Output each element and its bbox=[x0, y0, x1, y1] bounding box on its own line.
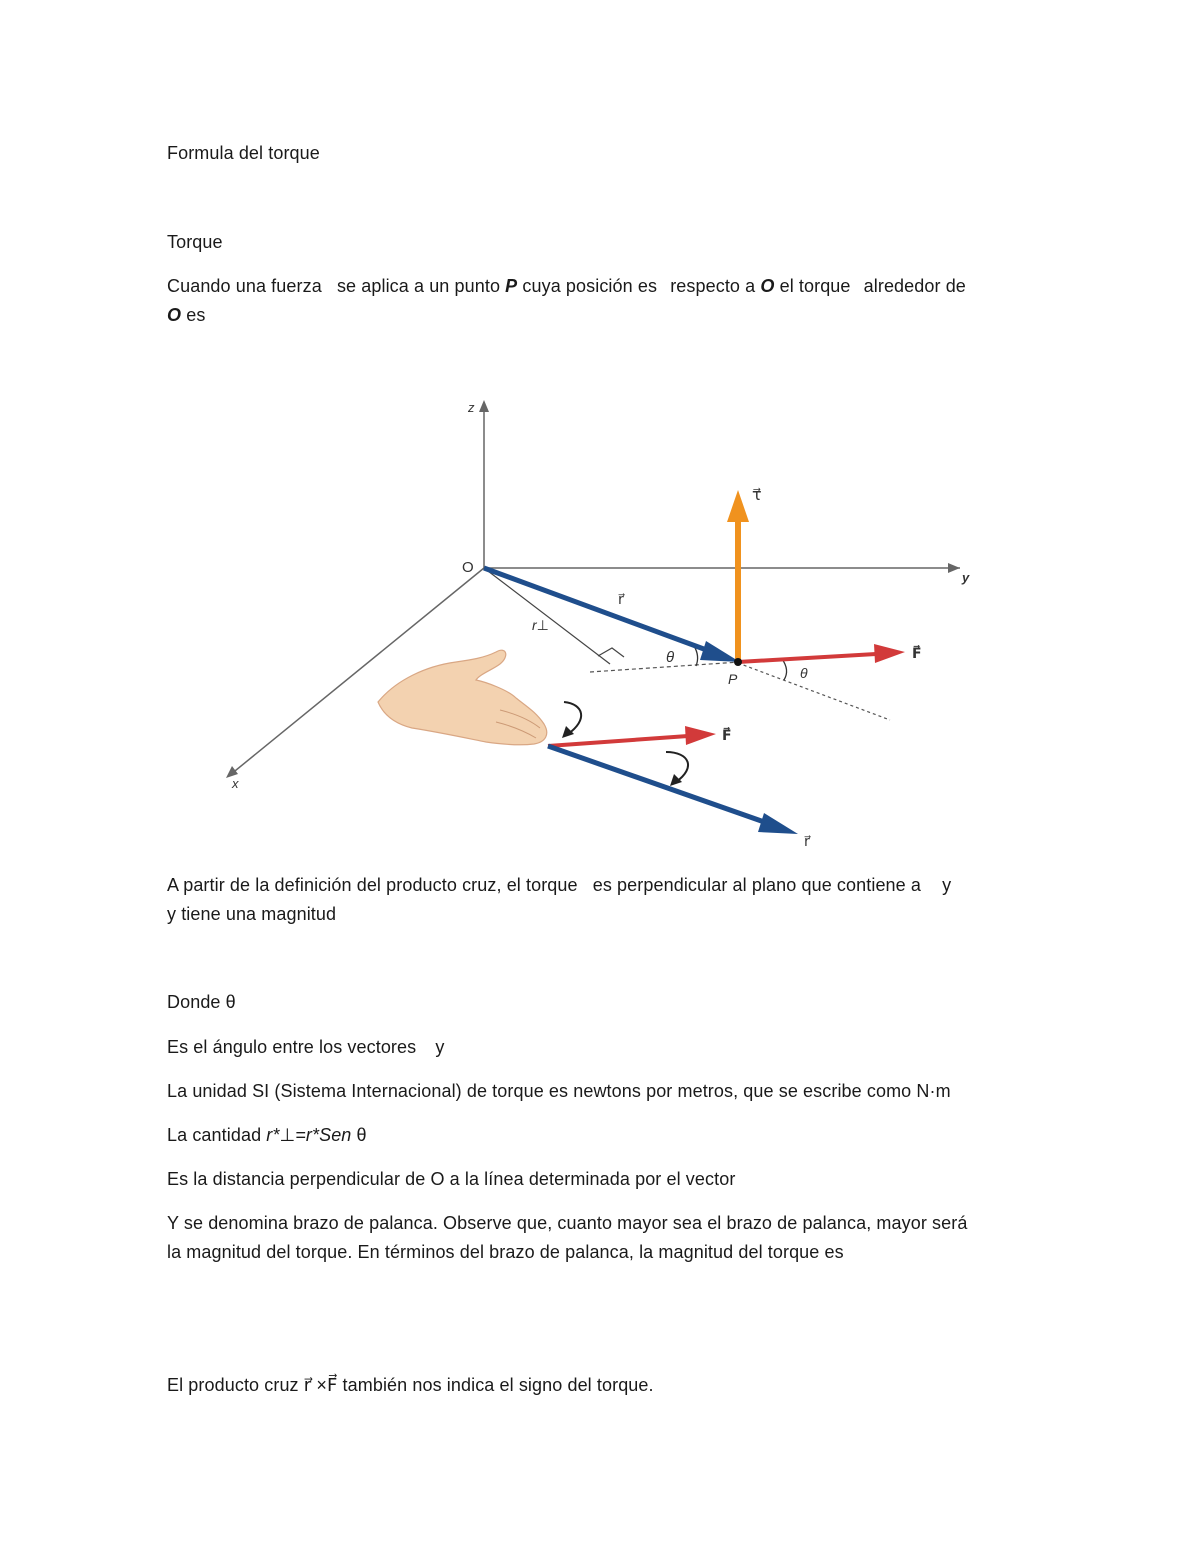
r-vector-lower bbox=[548, 746, 770, 824]
point-p: P bbox=[505, 276, 518, 296]
text-span: La cantidad bbox=[167, 1125, 262, 1145]
theta-label-2: θ bbox=[800, 665, 808, 681]
r-vector-arrowhead bbox=[700, 641, 740, 662]
doc-title: Formula del torque bbox=[167, 143, 320, 163]
text-span: el torque bbox=[779, 276, 851, 296]
formula-span: r*⊥=r*Sen bbox=[266, 1125, 352, 1145]
paragraph-1-line-2 bbox=[167, 304, 205, 326]
cantidad-line bbox=[167, 1124, 367, 1146]
brazo-line-1: Y se denomina brazo de palanca. Observe que, cuanto mayor sea el brazo de palanca, mayor será bbox=[167, 1213, 968, 1233]
theta-symbol: θ bbox=[356, 1125, 367, 1145]
z-axis-arrowhead bbox=[479, 400, 489, 412]
r-vector-lower-label: r⃗ bbox=[804, 833, 810, 849]
F-vector-label: F⃗ bbox=[912, 645, 922, 661]
r-vector bbox=[484, 568, 712, 652]
distancia-line: Es la distancia perpendicular de O a la línea determinada por el vector bbox=[167, 1169, 736, 1189]
unidad-line: La unidad SI (Sistema Internacional) de torque es newtons por metros, que se escribe como N·m bbox=[167, 1081, 951, 1101]
paragraph-1-line-1 bbox=[167, 275, 966, 297]
donde-line: Donde θ bbox=[167, 992, 236, 1012]
brazo-line-2: la magnitud del torque. En términos del brazo de palanca, la magnitud del torque es bbox=[167, 1242, 844, 1262]
paragraph-2-line-1 bbox=[167, 874, 951, 896]
text-span: A partir de la definición del producto cruz, el torque bbox=[167, 875, 578, 895]
tau-label: τ⃗ bbox=[752, 487, 762, 504]
origin-label: O bbox=[462, 559, 474, 576]
y-axis-label: y bbox=[962, 570, 970, 585]
text-span: es bbox=[186, 305, 206, 325]
text-span: se aplica a un punto bbox=[336, 276, 501, 296]
right-angle-marker bbox=[598, 648, 624, 657]
line-of-action bbox=[590, 662, 740, 672]
r-extension-dashed bbox=[738, 663, 890, 720]
theta-arc-2 bbox=[782, 659, 787, 680]
F-vector-lower-arrowhead bbox=[685, 726, 716, 745]
theta-label-1: θ bbox=[666, 649, 675, 666]
torque-figure bbox=[200, 390, 970, 860]
F-vector-lower bbox=[548, 736, 688, 746]
text-span: es perpendicular al plano que contiene a bbox=[592, 875, 921, 895]
z-axis-label: z bbox=[468, 400, 475, 415]
point-p-label: P bbox=[728, 671, 738, 687]
angulo-line bbox=[167, 1036, 444, 1058]
text-span: alrededor de bbox=[863, 276, 966, 296]
section-heading: Torque bbox=[167, 232, 223, 252]
r-perp-line bbox=[484, 568, 610, 664]
r-vector-label: r⃗ bbox=[618, 591, 624, 607]
point-p-dot bbox=[734, 658, 742, 666]
point-o: O bbox=[167, 305, 182, 325]
text-span: Cuando una fuerza bbox=[167, 276, 322, 296]
text-span: Es el ángulo entre los vectores bbox=[167, 1037, 417, 1057]
text-span: y bbox=[942, 875, 952, 895]
y-axis-arrowhead bbox=[948, 563, 960, 573]
r-perp-label: r⊥ bbox=[532, 617, 549, 633]
x-axis-label: x bbox=[232, 776, 239, 791]
text-span: cuya posición es bbox=[522, 276, 658, 296]
F-vector bbox=[738, 654, 876, 662]
tau-vector-arrowhead bbox=[727, 490, 749, 522]
point-o: O bbox=[760, 276, 775, 296]
r-vector-lower-arrowhead bbox=[758, 813, 798, 834]
F-vector-lower-label: F⃗ bbox=[722, 727, 732, 743]
text-span: respecto a bbox=[670, 276, 756, 296]
producto-line: El producto cruz r⃗ ×F⃗ también nos indica el signo del torque. bbox=[167, 1375, 654, 1395]
F-vector-arrowhead bbox=[874, 644, 905, 663]
paragraph-2-line-2: y tiene una magnitud bbox=[167, 904, 337, 924]
text-span: y bbox=[435, 1037, 445, 1057]
